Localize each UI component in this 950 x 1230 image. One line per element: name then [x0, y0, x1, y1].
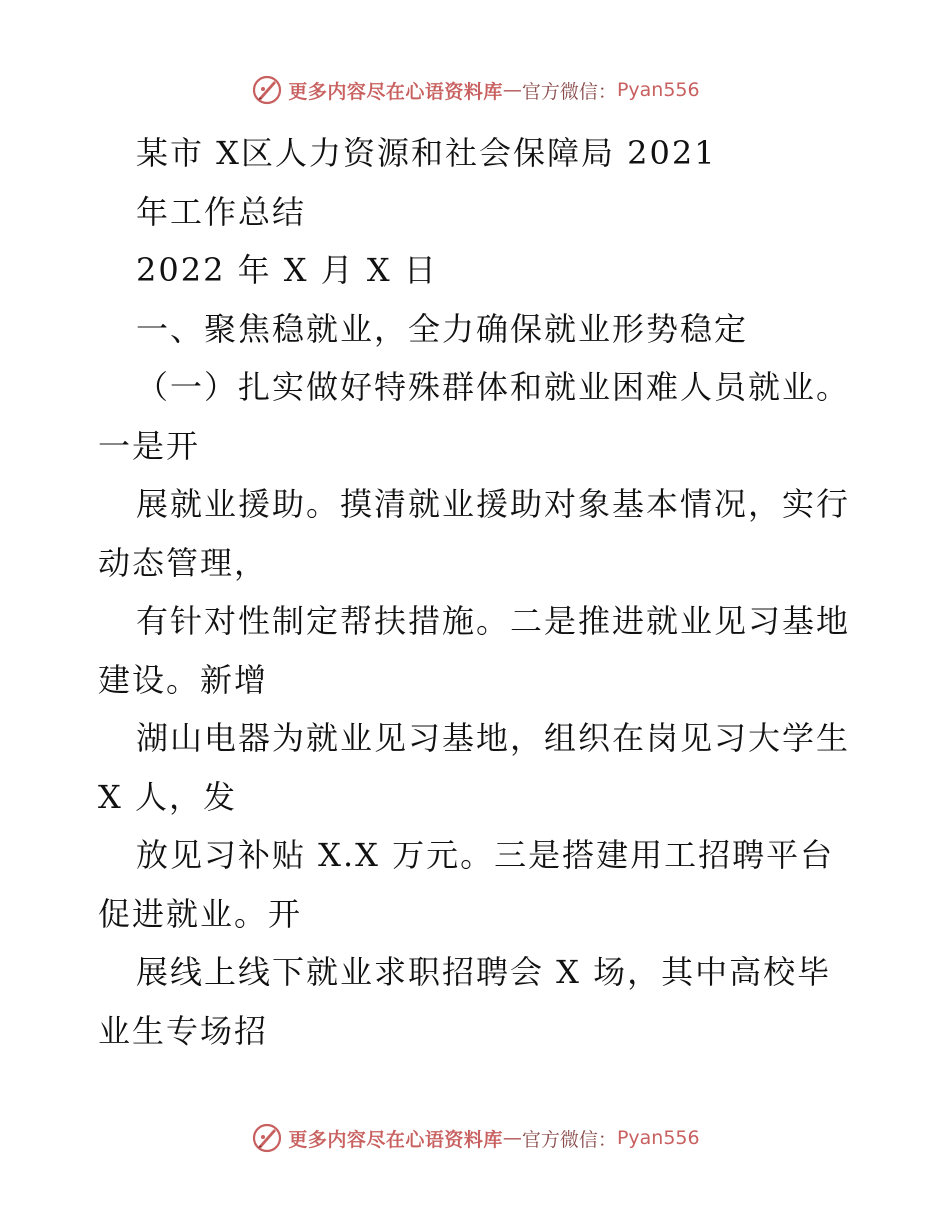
paragraph-line: 放见习补贴 X.X 万元。三是搭建用工招聘平台: [136, 836, 835, 874]
banner-promo-text: 更多内容尽在心语资料库: [288, 1128, 503, 1151]
paragraph-line: 促进就业。开: [98, 894, 303, 933]
paragraph-line: X 人，发: [98, 777, 237, 816]
paragraph-line: 湖山电器为就业见习基地，组织在岗见习大学生: [136, 719, 851, 757]
banner-contact-label: 官方微信：: [521, 80, 617, 103]
document-body: [98, 124, 858, 1060]
banner-wechat-id: Pyan556: [616, 1127, 700, 1149]
quill-pen-logo-icon: [250, 1121, 284, 1155]
subsection-heading: （一）扎实做好特殊群体和就业困难人员就业。: [136, 368, 851, 406]
banner-wechat-id: Pyan556: [616, 79, 700, 101]
header-watermark-banner: [0, 70, 950, 110]
document-title-line-2: 年工作总结: [136, 192, 307, 231]
quill-pen-logo-icon: [250, 73, 284, 107]
footer-watermark-banner: [0, 1118, 950, 1158]
paragraph-line: 展线上线下就业求职招聘会 X 场，其中高校毕: [136, 953, 832, 991]
paragraph-line: 业生专场招: [98, 1011, 269, 1050]
paragraph-line: 动态管理，: [98, 543, 269, 582]
document-title-line-1: 某市 X区人力资源和社会保障局 2021: [136, 134, 717, 172]
banner-dash: —: [502, 1127, 522, 1149]
document-date: 2022 年 X 月 X 日: [136, 251, 438, 289]
paragraph-line: 有针对性制定帮扶措施。二是推进就业见习基地: [136, 602, 851, 640]
paragraph-line: 一是开: [98, 426, 201, 465]
banner-dash: —: [502, 79, 522, 101]
banner-contact-label: 官方微信：: [521, 1128, 617, 1151]
paragraph-line: 展就业援助。摸清就业援助对象基本情况，实行: [136, 485, 851, 523]
paragraph-line: 建设。新增: [98, 660, 269, 699]
section-heading: 一、聚焦稳就业，全力确保就业形势稳定: [136, 309, 749, 348]
banner-promo-text: 更多内容尽在心语资料库: [288, 80, 503, 103]
